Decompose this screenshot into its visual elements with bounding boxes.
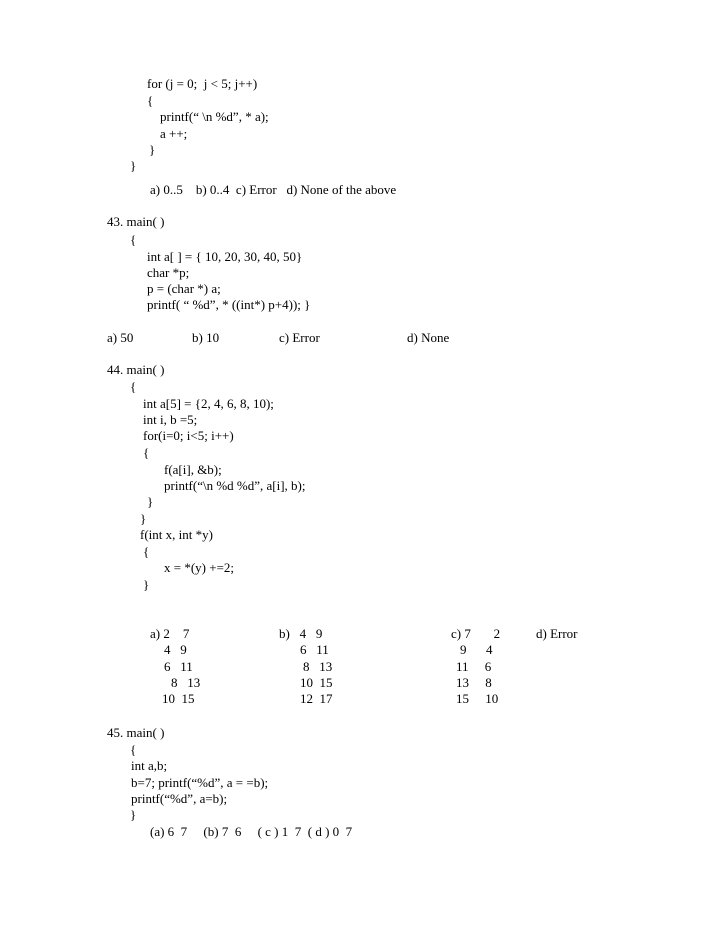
code-line: f(int x, int *y) bbox=[140, 527, 213, 542]
option-b-row: 12 17 bbox=[300, 691, 333, 706]
code-line: { bbox=[143, 544, 150, 559]
code-line: b=7; printf(“%d”, a = =b); bbox=[131, 775, 269, 790]
option-b-row: 10 15 bbox=[300, 675, 333, 690]
question-title: 43. main( ) bbox=[107, 214, 165, 229]
code-line: int a[ ] = { 10, 20, 30, 40, 50} bbox=[147, 249, 303, 264]
code-line: } bbox=[140, 511, 147, 526]
code-line: printf(“\n %d %d”, a[i], b); bbox=[164, 478, 306, 493]
code-line: } bbox=[143, 577, 150, 592]
code-line: x = *(y) +=2; bbox=[164, 560, 235, 575]
code-line: int a[5] = {2, 4, 6, 8, 10); bbox=[143, 396, 274, 411]
code-line: int a,b; bbox=[131, 758, 168, 773]
option-a-row: 10 15 bbox=[162, 691, 195, 706]
option-b-row: 6 11 bbox=[300, 642, 329, 657]
code-line: { bbox=[130, 379, 137, 394]
answer-option-d: d) Error bbox=[536, 626, 578, 641]
code-line: f(a[i], &b); bbox=[164, 462, 222, 477]
answer-option-a: a) 50 bbox=[107, 330, 134, 345]
code-line: int i, b =5; bbox=[143, 412, 198, 427]
code-line: } bbox=[130, 158, 137, 173]
code-line: p = (char *) a; bbox=[147, 281, 221, 296]
answer-option-b: b) 4 9 bbox=[279, 626, 323, 641]
code-line: for(i=0; i<5; i++) bbox=[143, 428, 234, 443]
answer-options: a) 0..5 b) 0..4 c) Error d) None of the above bbox=[150, 182, 397, 197]
option-a-row: 8 13 bbox=[171, 675, 201, 690]
option-c-row: 15 10 bbox=[456, 691, 499, 706]
code-line: { bbox=[147, 93, 154, 108]
code-line: printf(“%d”, a=b); bbox=[131, 791, 228, 806]
option-a-row: 6 11 bbox=[164, 659, 193, 674]
answer-option-c: c) 7 2 bbox=[451, 626, 501, 641]
option-c-row: 13 8 bbox=[456, 675, 492, 690]
code-line: { bbox=[130, 742, 137, 757]
code-line: a ++; bbox=[160, 126, 188, 141]
code-line: { bbox=[143, 445, 150, 460]
option-c-row: 9 4 bbox=[460, 642, 493, 657]
answer-option-c: c) Error bbox=[279, 330, 320, 345]
answer-option-d: d) None bbox=[407, 330, 450, 345]
code-line: printf( “ %d”, * ((int*) p+4)); } bbox=[147, 297, 311, 312]
option-a-row: 4 9 bbox=[164, 642, 187, 657]
code-line: } bbox=[130, 807, 137, 822]
code-line: char *p; bbox=[147, 265, 190, 280]
answer-option-a: a) 2 7 bbox=[150, 626, 190, 641]
code-line: { bbox=[130, 232, 137, 247]
code-line: printf(“ \n %d”, * a); bbox=[160, 109, 269, 124]
option-c-row: 11 6 bbox=[456, 659, 492, 674]
option-b-row: 8 13 bbox=[303, 659, 333, 674]
code-line: } bbox=[147, 494, 154, 509]
answer-option-b: b) 10 bbox=[192, 330, 220, 345]
code-line: for (j = 0; j < 5; j++) bbox=[147, 76, 258, 91]
answer-options: (a) 6 7 (b) 7 6 ( c ) 1 7 ( d ) 0 7 bbox=[150, 824, 353, 839]
question-title: 45. main( ) bbox=[107, 725, 165, 740]
code-line: } bbox=[149, 142, 156, 157]
question-title: 44. main( ) bbox=[107, 362, 165, 377]
